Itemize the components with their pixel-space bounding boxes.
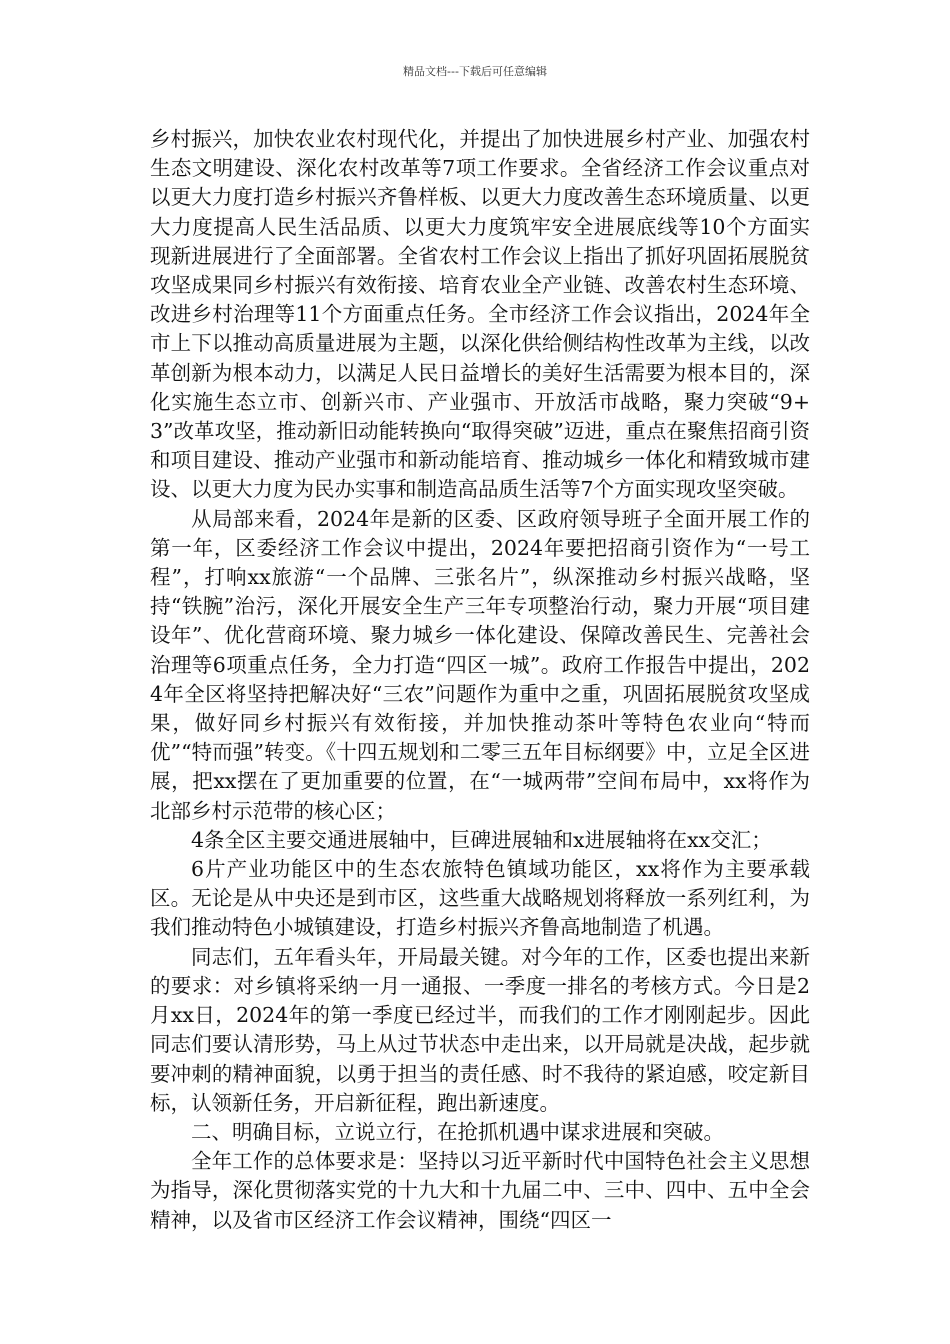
paragraph-continuation: 乡村振兴，加快农业农村现代化，并提出了加快进展乡村产业、加强农村生态文明建设、深化农村改革等7项工作要求。全省经济工作会议重点对以更大力度打造乡村振兴齐鲁样板、以更大力度改善生态环境质量、以更大力度提高人民生活品质、以更大力度筑牢安全进展底线等10个方面实现新进展进行了全面部署。全省农村工作会议上指出了抓好巩固拓展脱贫攻坚成果同乡村振兴有效衔接、培育农业全产业链、改善农村生态环境、改进乡村治理等11个方面重点任务。全市经济工作会议指出，2024年全市上下以推动高质量进展为主题，以深化供给侧结构性改革为主线，以改革创新为根本动力，以满足人民日益增长的美好生活需要为根本目的，深化实施生态立市、创新兴市、产业强市、开放活市战略，聚力突破“9+3”改革攻坚，推动新旧动能转换向“取得突破”迈进，重点在聚焦招商引资和项目建设、推动产业强市和新动能培育、推动城乡一体化和精致城市建设、以更大力度为民办实事和制造高品质生活等7个方面实现攻坚突破。 — [150, 127, 810, 502]
paragraph-overall-requirements: 全年工作的总体要求是：坚持以习近平新时代中国特色社会主义思想为指导，深化贯彻落实党的十九大和十九届二中、三中、四中、五中全会精神，以及省市区经济工作会议精神，围绕“四区一 — [150, 1149, 810, 1232]
paragraph-local-overview: 从局部来看，2024年是新的区委、区政府领导班子全面开展工作的第一年，区委经济工作会议中提出，2024年要把招商引资作为“一号工程”，打响xx旅游“一个品牌、三张名片”，纵深推动乡村振兴战略，坚持“铁腕”治污，深化开展安全生产三年专项整治行动，聚力开展“项目建设年”、优化营商环境、聚力城乡一体化建设、保障改善民生、完善社会治理等6项重点任务，全力打造“四区一城”。政府工作报告中提出，2024年全区将坚持把解决好“三农”问题作为重中之重，巩固拓展脱贫攻坚成果，做好同乡村振兴有效衔接，并加快推动茶叶等特色农业向“特而优”“特而强”转变。《十四五规划和二零三五年目标纲要》中，立足全区进展，把xx摆在了更加重要的位置，在“一城两带”空间布局中，xx将作为北部乡村示范带的核心区； — [150, 506, 810, 823]
paragraph-new-requirements: 同志们，五年看头年，开局最关键。对今年的工作，区委也提出来新的要求：对乡镇将采纳一月一通报、一季度一排名的考核方式。今日是2月xx日，2024年的第一季度已经过半，而我们的工作才刚刚起步。因此同志们要认清形势，马上从过节状态中走出来，以开局就是决战，起步就要冲刺的精神面貌，以勇于担当的责任感、时不我待的紧迫感，咬定新目标，认领新任务，开启新征程，跑出新速度。 — [150, 944, 810, 1115]
section-heading-goals: 二、明确目标，立说立行，在抢抓机遇中谋求进展和突破。 — [191, 1119, 724, 1144]
paragraph-traffic-axes: 4条全区主要交通进展轴中，巨碑进展轴和x进展轴将在xx交汇； — [191, 827, 772, 852]
header-note: 精品文档---下载后可任意编辑 — [403, 65, 547, 78]
page-header — [0, 64, 950, 80]
document-body — [150, 125, 810, 1235]
paragraph-function-zones: 6片产业功能区中的生态农旅特色镇域功能区，xx将作为主要承载区。无论是从中央还是到市区，这些重大战略规划将释放一系列红利，为我们推动特色小城镇建设，打造乡村振兴齐鲁高地制造了机遇。 — [150, 857, 810, 940]
